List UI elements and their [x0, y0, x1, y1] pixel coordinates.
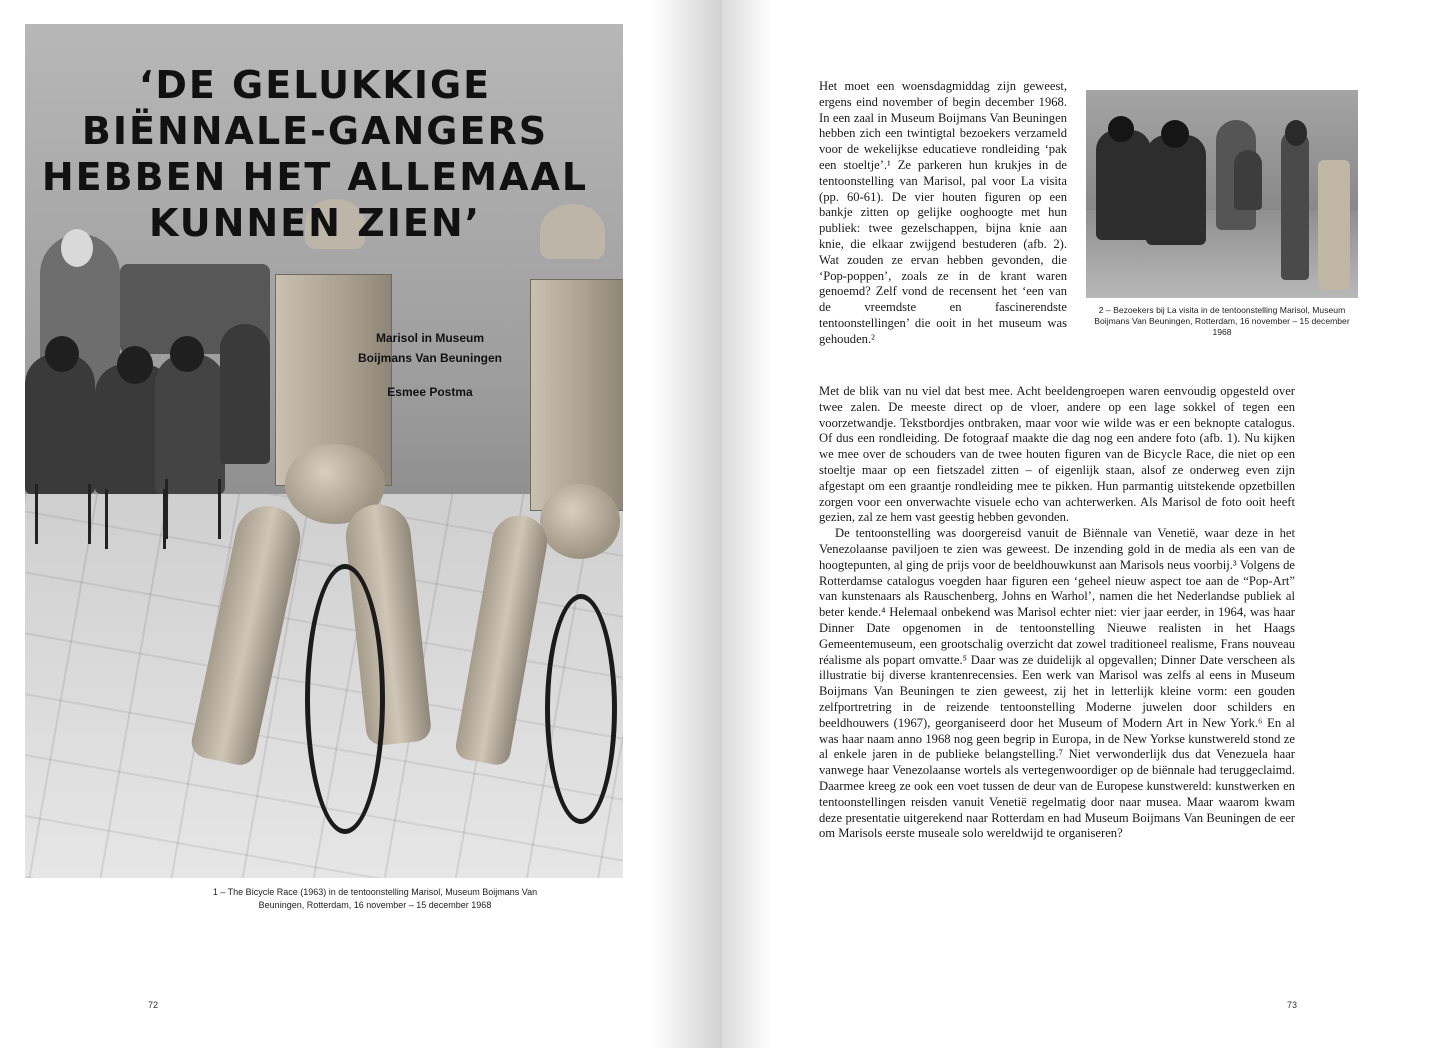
visitor-figure [25, 354, 95, 494]
body-paragraph-3: De tentoonstelling was doorgereisd vanuit de Biënnale van Venetië, waar deze in het Venezolaanse paviljoen te zien was geweest. De inzending gold in de media als een van de hoogtepunten, al ging de prijs voor de beeldhouwkunst aan Marisols neus voorbij.³ Volgens de Rotterdamse catalogus voegden haar figuren een ‘geheel nieuw aspect toe aan de “Pop-Art” van kunstenaars als Rauschenberg, Johns en Warhol’, namen die het Nederlandse publiek al beter kende.⁴ Helemaal onbekend was Marisol echter niet: vier jaar eerder, in 1964, was haar Dinner Date opgenomen in de tentoonstelling Nieuwe realisten in het Haags Gemeentemuseum, een grootschalig overzicht dat zowel traditioneel realisme, Frans nouveau réalisme als popart omvatte.⁵ Daar was ze duidelijk al opgevallen; Dinner Date verscheen als illustratie bij diverse krantenrecensies. Een werk van Marisol was zelfs al eens in Museum Boijmans Van Beuningen te zien geweest, zij het in letterlijk kleine vorm: een gouden zelfportretring in de reizende tentoonstelling Moderne juwelen door schilders en beeldhouwers (1967), georganiseerd door het Museum of Modern Art in New York.⁶ En al was haar naam anno 1968 nog geen begrip in Europa, in de New Yorkse kunstwereld stond ze al enkele jaren in de publieke belangstelling.⁷ Niet verwonderlijk dus dat Venezuela haar vanwege haar Venezolaanse wortels als vertegenwoordiger op de biënnale had teruggeclaimd. Daarmee kreeg ze ook een voet tussen de deur van de Europese kunstwereld: kunstwerken en tentoonstellingen reisden vanuit Venetië regelmatig door naar musea. Maar waarom kwam deze presentatie uitgerekend naar Rotterdam en had Museum Boijmans Van Beuningen de eer om Marisols eerste museale solo wereldwijd te organiseren? [819, 526, 1295, 841]
visitor-head [1161, 120, 1189, 148]
article-subtitle: Marisol in Museum Boijmans Van Beuningen [357, 331, 503, 365]
visitor-figure [1096, 130, 1151, 240]
page-number-left: 72 [148, 1000, 159, 1010]
visitor-head [117, 346, 153, 384]
visitor-figure [1146, 135, 1206, 245]
page-number-right: 73 [1287, 1000, 1298, 1010]
visitor-figure [155, 354, 225, 494]
visitor-figure [220, 324, 270, 464]
right-page [722, 0, 1445, 1048]
body-paragraph-2: Met de blik van nu viel dat best mee. Acht beeldengroepen waren eenvoudig opgesteld over twee zalen. De meeste direct op de vloer, andere op een lage sokkel of tegen een voorzetwandje. Tekstbordjes ontbraken, maar voor wie wilde was er een beknopte catalogus. Of dus een rondleiding. De fotograaf maakte die dag nog een andere foto (afb. 1). Nu kijken we mee over de schouders van de twee houten figuren van de Bicycle Race, die niet op een stoeltje maar op een fietszadel zitten – of eigenlijk staan, alsof ze onderweg even zijn afgestapt om een graantje rondleiding mee te pikken. Hun parmantig uitstekende opzetbillen zorgen voor een onverwachte visuele echo van achterwerken. Als Marisol de foto ooit heeft gezien, zal ze hem vast geestig hebben gevonden. [819, 384, 1295, 525]
bicycle-wheel [545, 594, 617, 824]
gutter-shadow [652, 0, 722, 1048]
visitors-la-visita-photo [1086, 90, 1358, 298]
bicycle-wheel [305, 564, 385, 834]
article-title: ‘DE GELUKKIGE BIËNNALE-GANGERS HEBBEN HET ALLEMAAL KUNNEN ZIEN’ [41, 63, 589, 245]
body-column-narrow [819, 79, 1067, 348]
body-paragraph-1: Het moet een woensdagmiddag zijn geweest, ergens eind november of begin december 1968. In een zaal in Museum Boijmans Van Beuningen hebben zich een twintigtal bezoekers verzameld voor de wekelijkse educatieve rondleiding ‘pak een stoeltje’.¹ Ze parkeren hun krukjes in de tentoonstelling van Marisol, pal voor La visita (pp. 60-61). De vier houten figuren op een bankje zitten op gelijke ooghoogte met hun publiek: twee gezelschappen, bijna knie aan knie, die elkaar zwijgend bestuderen (afb. 2). Wat zouden ze ervan hebben gevonden, die ‘Pop-poppen’, zoals ze in de krant waren genoemd? Zelf vond de recensent het ‘een van de vreemdste en fascinerendste tentoonstellingen’ die ooit in het museum was gehouden.² [819, 79, 1067, 346]
body-column-wide [819, 384, 1295, 842]
visitor-head [170, 336, 204, 372]
sculpture-seat-right [540, 484, 620, 559]
sculpture-figure [1281, 130, 1309, 280]
sculpture-body-right [530, 279, 623, 511]
photo-1-caption: 1 – The Bicycle Race (1963) in de tentoonstelling Marisol, Museum Boijmans Van Beuningen, Rotterdam, 16 november – 15 december 1968 [212, 887, 538, 910]
gutter-shadow [722, 0, 772, 1048]
sculpture-block [1318, 160, 1350, 290]
folding-stool [35, 484, 91, 544]
visitor-head [45, 336, 79, 372]
guide-figure [1234, 150, 1262, 210]
sculpture-head [1285, 120, 1307, 146]
left-page [0, 0, 722, 1048]
folding-stool [105, 489, 166, 549]
folding-stool [165, 479, 221, 539]
visitor-head [1108, 116, 1134, 142]
article-author: Esmee Postma [387, 385, 473, 399]
photo-2-caption: 2 – Bezoekers bij La visita in de tentoonstelling Marisol, Museum Boijmans Van Beuningen, Rotterdam, 16 november – 15 december 1968 [1094, 305, 1350, 337]
